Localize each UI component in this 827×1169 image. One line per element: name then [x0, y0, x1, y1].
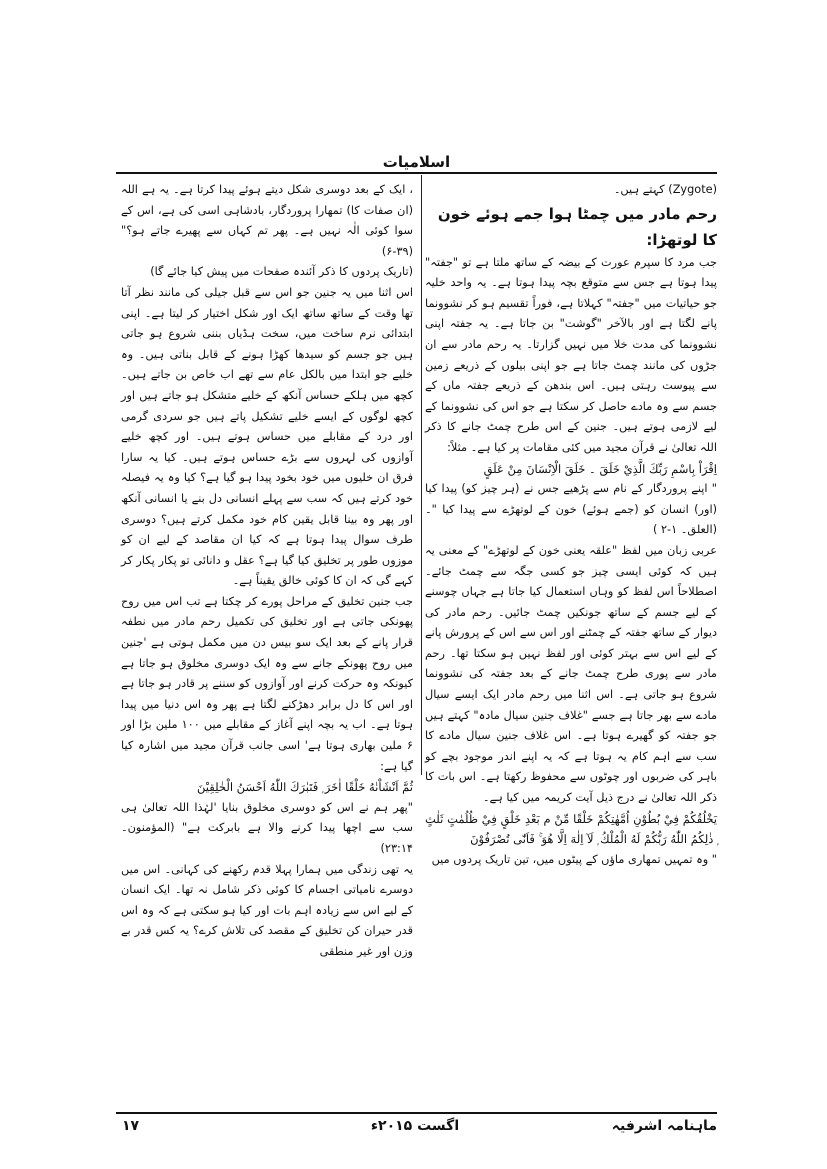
paragraph: ، ایک کے بعد دوسری شکل دیتے ہوئے پیدا کرتا ہے۔ یہ ہے اللہ (ان صفات کا) تمھارا پروردگار، بادشاہی اسی کی ہے، اس کے سوا کوئی الٰہ نہیں ہے۔ پھر تم کہاں سے پھیرے جاتے ہو؟" (۳۹-۶) — [121, 183, 413, 258]
footer-magazine-name: ماہنامہ اشرفیہ — [611, 1118, 717, 1134]
paragraph: یہ تھی زندگی میں ہمارا پہلا قدم رکھنے کی کہانی۔ اس میں دوسرے نامیاتی اجسام کا کوئی ذکر شامل نہ تھا۔ ایک انسان کے لیے اس سے زیادہ اہم بات اور کیا ہو سکتی ہے کہ وہ اس قدر حیران کن تخلیق کے مقصد کی تلاش کرے؟ یہ کس قدر بے وزن اور غیر منطقی — [121, 862, 413, 958]
paragraph: (تاریک پردوں کا ذکر آئندہ صفحات میں پیش کیا جائے گا) — [150, 265, 413, 279]
page-number: ۱۷ — [122, 1118, 140, 1134]
quran-verse: ثُمَّ اَنْشَاْنٰهُ خَلْقًا اٰخَرَ ۭ فَتَبٰرَكَ اللّٰهُ اَحْسَنُ الْخٰلِقِيْنَ — [197, 780, 413, 795]
paragraph: " وہ تمہیں تمھاری ماؤں کے پیٹوں میں، تین تاریک پردوں میں — [431, 852, 717, 866]
section-heading: رحم مادر میں چمٹا ہوا جمے ہوئے خون کا لوتھڑا: — [437, 204, 717, 249]
paragraph: عربی زبان میں لفظ "علقہ یعنی خون کے لوتھڑے" کے معنی یہ ہیں کہ کوئی ایسی چیز جو کسی جگہ سے چمٹ جائے۔ اصطلاحاً اس لفظ کو وہاں استعمال کیا جاتا ہے جہاں چوسنے کے لیے جسم کے ساتھ جونکیں چمٹ جائیں۔ رحم مادر کی دیوار کے ساتھ جفتہ کے چمٹنے اور اس سے اس کے پرورش پانے کے لیے اس سے بہتر کوئی اور لفظ نہیں ہو سکتا تھا۔ رحم مادر سے پوری طرح چمٹ جانے کے بعد جفتہ کی نشوونما شروع ہو جاتی ہے۔ اس اثنا میں رحم مادر ایک ایسے سیال مادے سے بھر جاتا ہے جسے "غلاف جنین سیال مادہ" کہتے ہیں جو جفتہ کو گھیرے ہوتا ہے۔ اس غلاف جنین سیال مادے کا سب سے اہم کام یہ ہوتا ہے کہ یہ اپنے اندر موجود بچے کو باہر کی ضربوں اور چوٹوں سے محفوظ رکھتا ہے۔ اس بات کا ذکر اللہ تعالیٰ نے درج ذیل آیت کریمہ میں کیا ہے۔ — [425, 543, 717, 805]
paragraph: جب مرد کا سپرم عورت کے بیضہ کے ساتھ ملتا ہے تو "جفتہ" پیدا ہوتا ہے جس سے متوقع بچہ پیدا ہوتا ہے۔ یہ واحد خلیہ جو حیاتیات میں "جفتہ" کہلاتا ہے، فوراً تقسیم ہو کر نشوونما پانے لگتا ہے اور بالآخر "گوشت" بن جاتا ہے۔ یہ جفتہ اپنی نشوونما کی مدت خلا میں نہیں گزارتا۔ یہ رحم مادر سے ان جڑوں کی مانند چمٹ جاتا ہے جو اپنی بیلوں کے ذریعے زمین سے پیوست رہتی ہیں۔ اس بندھن کے ذریعے جفتہ ماں کے جسم سے وہ مادے حاصل کر سکتا ہے جو اس کی نشوونما کے لیے لازمی ہوتے ہیں۔ جنین کے اس طرح چمٹ جانے کا ذکر اللہ تعالیٰ نے قرآن مجید میں کئی مقامات پر کیا ہے۔ مثلاً: — [425, 255, 717, 454]
paragraph: " اپنے پروردگار کے نام سے پڑھیے جس نے (ہر چیز کو) پیدا کیا (اور) انسان کو (جمے ہوئے) خون کے لوتھڑے سے پیدا کیا "۔(العلق۔ ۱-۲ ) — [425, 482, 717, 537]
footer-rule — [116, 1112, 717, 1114]
left-column — [121, 180, 413, 963]
footer-date: اگست ۲۰۱۵ء — [370, 1118, 460, 1134]
quran-verse: يَخْلُقُكُمْ فِيْ بُطُوْنِ اُمَّهٰتِكُمْ خَلْقًا مِّنْ م بَعْدِ خَلْقٍ فِيْ ظُلُمٰتٍ ثَلٰثٍ ۭ ذٰلِكُمُ اللّٰهُ رَبُّكُمْ لَهُ الْمُلْكُ ۭ لَآ اِلٰهَ اِلَّا هُوَ ۚ فَاَنّٰى تُصْرَفُوْنَ — [425, 811, 717, 847]
paragraph: جب جنین تخلیق کے مراحل پورے کر چکتا ہے تب اس میں روح پھونکی جاتی ہے اور تخلیق کی تکمیل رحم مادر میں نطفہ قرار پانے کے بعد ایک سو بیس دن میں مکمل ہوتی ہے 'جنین میں روح پھونکے جانے سے وہ ایک دوسری مخلوق ہو جاتا ہے کیونکہ وہ حرکت کرنے اور آوازوں کو سننے پر قادر ہو جاتا ہے اور اس کا دل برابر دھڑکنے لگتا ہے پھر وہ اس دنیا میں پیدا ہوتا ہے۔ اب یہ بچہ اپنے آغاز کے مقابلے میں ۱۰۰ ملین بڑا اور ۶ ملین بھاری ہوتا ہے' اسی جانب قرآن مجید میں اشارہ کیا گیا ہے: — [121, 594, 413, 773]
paragraph: (Zygote) کہتے ہیں۔ — [613, 183, 717, 196]
header-rule — [116, 172, 717, 174]
column-divider — [421, 175, 422, 775]
quran-verse: اِقْرَاْ بِاسْمِ رَبِّكَ الَّذِيْ خَلَقَ ۔ خَلَقَ الْاِنْسَانَ مِنْ عَلَقٍ — [483, 461, 717, 476]
right-column — [425, 180, 717, 870]
running-header: اسلامیات — [382, 153, 451, 171]
paragraph: اس اثنا میں یہ جنین جو اس سے قبل جیلی کی مانند نظر آتا تھا وقت کے ساتھ ساتھ ایک اور شکل اختیار کر لیتا ہے۔ اپنی ابتدائی نرم ساخت میں، سخت ہڈیاں بننی شروع ہو جاتی ہیں جو جسم کو سیدھا کھڑا ہونے کے قابل بناتی ہیں۔ وہ خلیے جو ابتدا میں بالکل عام سے تھے اب خاص بن جاتے ہیں۔ کچھ میں ہلکے حساس آنکھ کے خلیے متشکل ہو جاتے ہیں اور کچھ لوگوں کے ایسے خلیے تشکیل پاتے ہیں جو سردی گرمی اور درد کے مقابلے میں حساس ہوتے ہیں۔ اور کچھ خلیے آوازوں کی لہروں سے بڑے حساس ہوتے ہیں۔ کیا یہ سارا فرق ان خلیوں میں خود بخود پیدا ہو گیا ہے؟ کیا وہ یہ فیصلہ خود کرتے ہیں کہ سب سے پہلے انسانی دل بنے یا انسانی آنکھ اور پھر وہ بینا قابل یقین کام خود مکمل کرتے ہیں؟ دوسری طرف سوال پیدا ہوتا ہے کہ کیا ان مقاصد کے لیے ان کو موزوں طور پر تخلیق کیا گیا ہے؟ عقل و دانائی تو پکار پکار کر کہے گی کہ ان کا کوئی خالق یقیناً ہے۔ — [121, 285, 413, 588]
paragraph: "پھر ہم نے اس کو دوسری مخلوق بنایا 'لہٰذا اللہ تعالیٰ ہی سب سے اچھا پیدا کرنے والا ہے بابرکت ہے" (المؤمنون۔ ۲۳:۱۴) — [121, 800, 413, 855]
